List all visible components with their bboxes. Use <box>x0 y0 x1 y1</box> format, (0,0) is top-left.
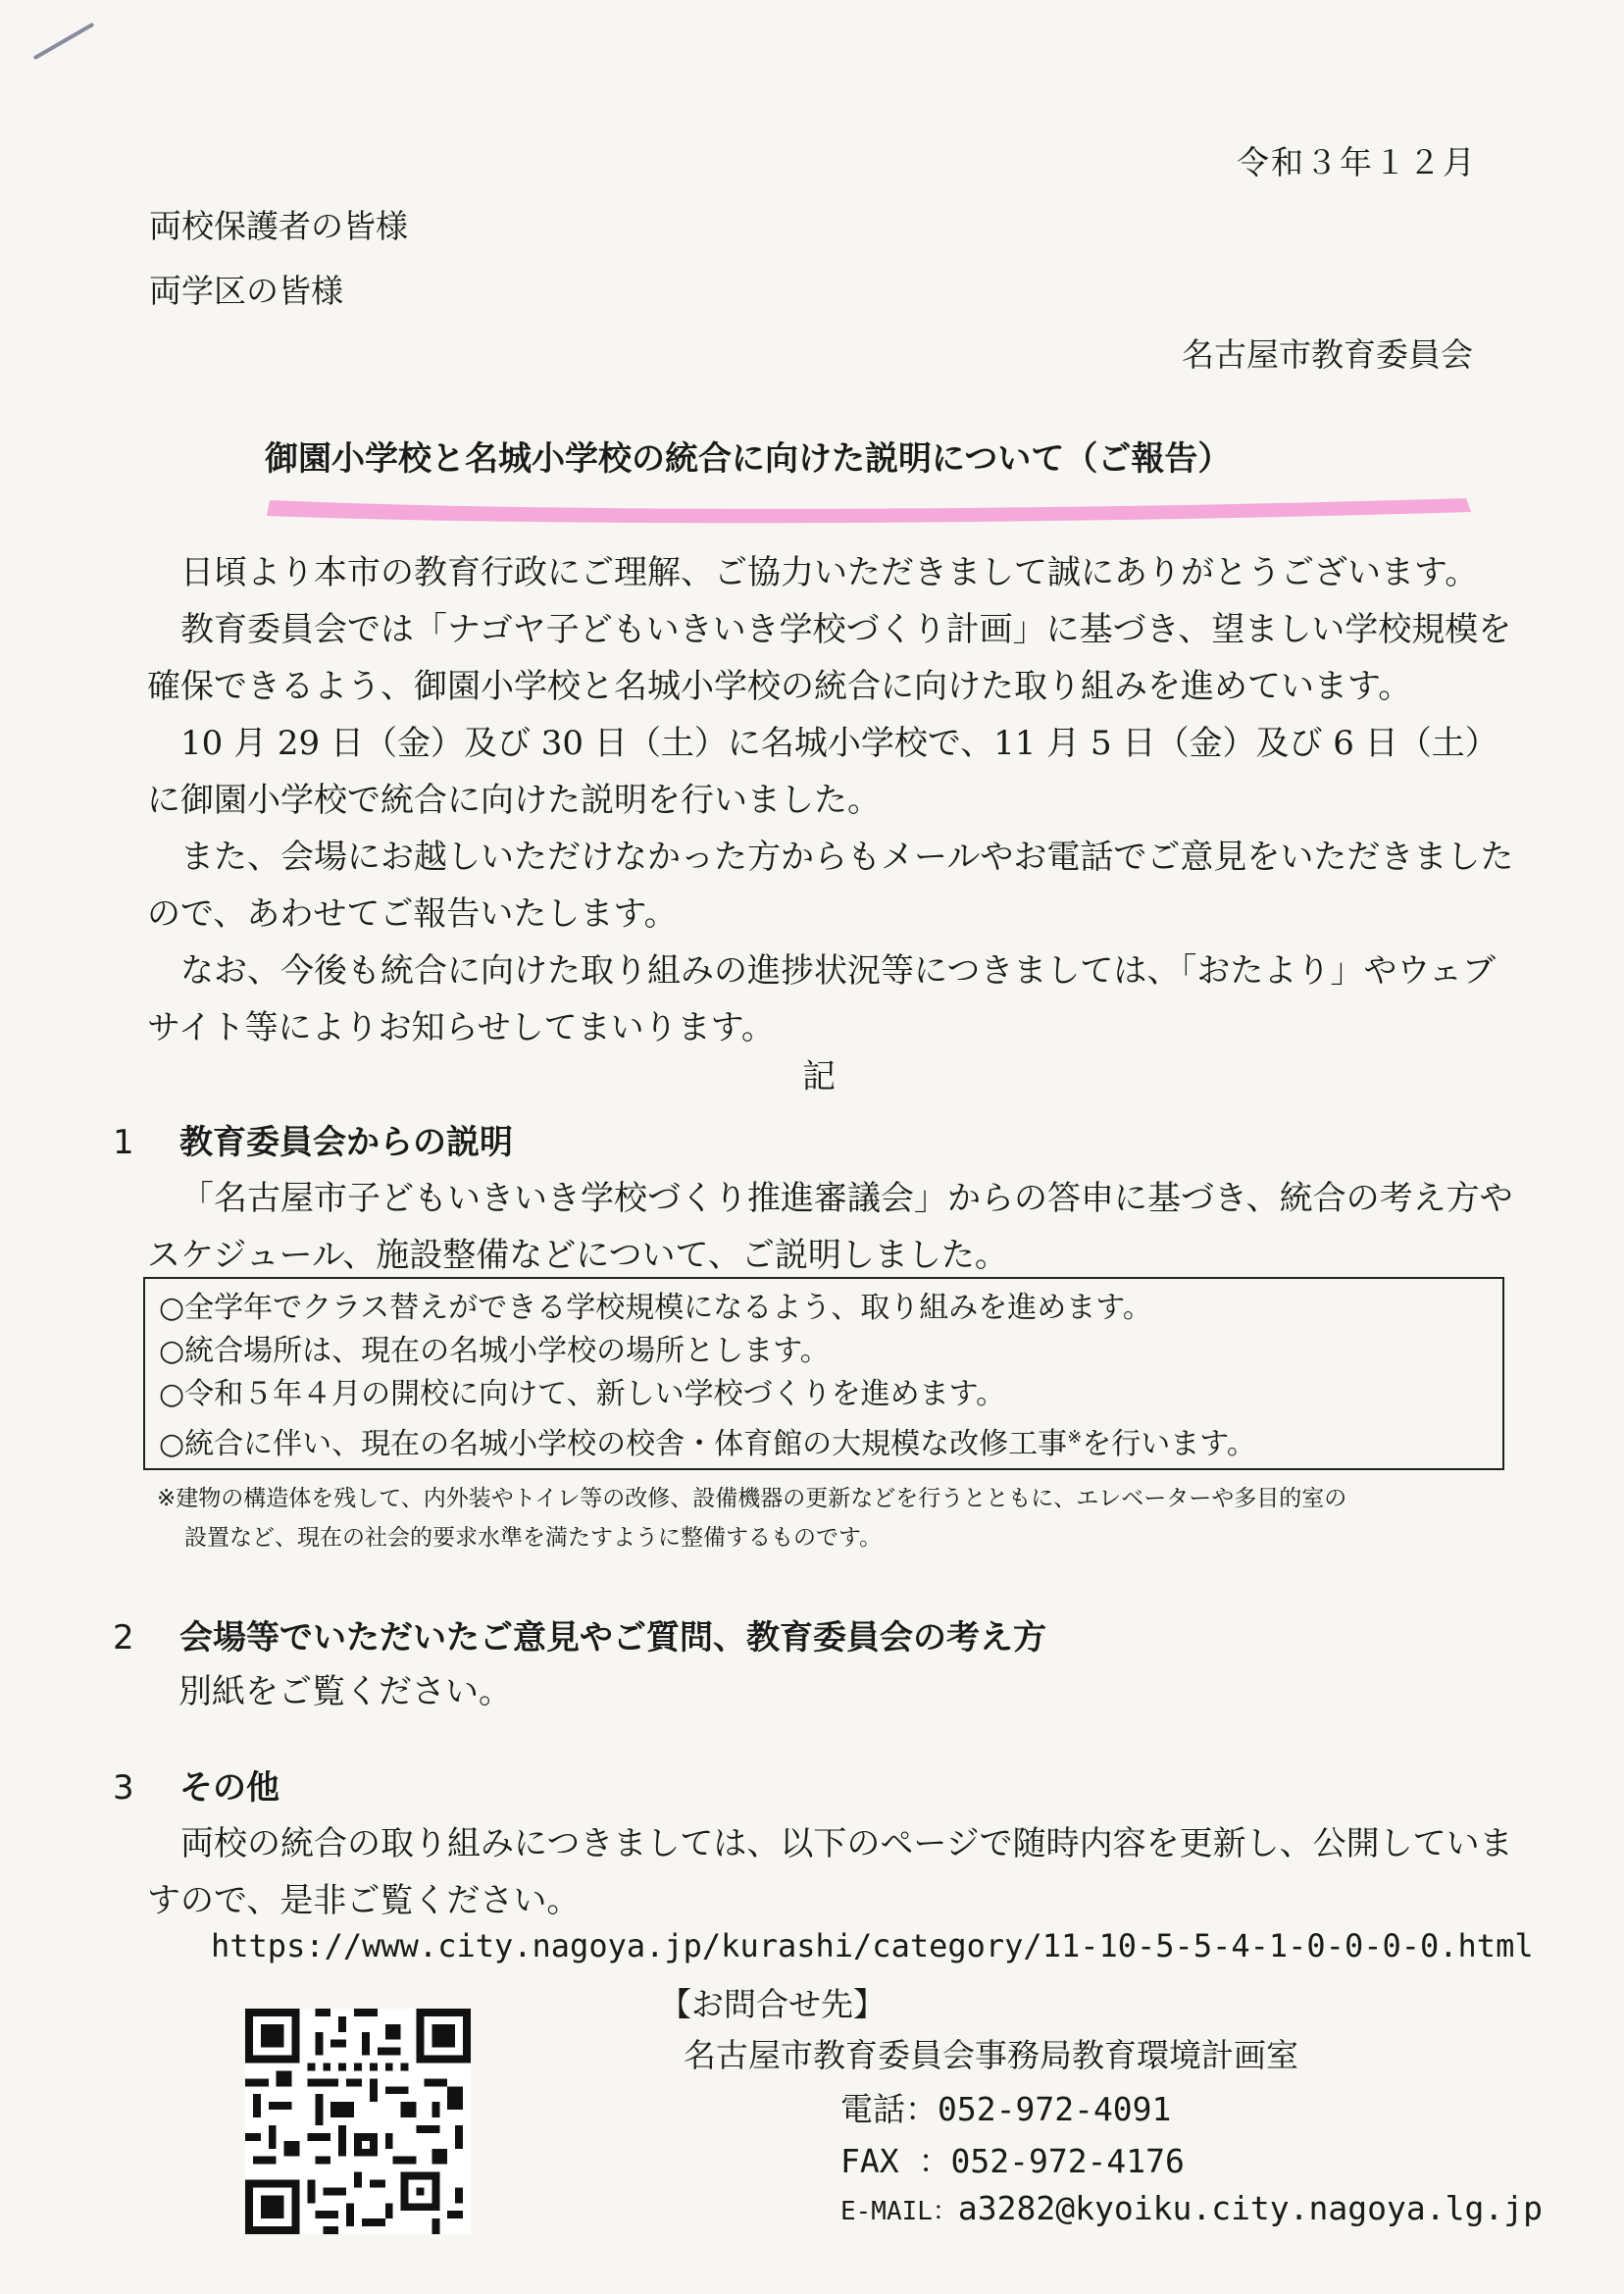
summary-item <box>159 1416 1502 1466</box>
intro-paragraph: また、会場にお越しいただけなかった方からもメールやお電話でご意見をいただきましたので、あわせてご報告いたします。 <box>147 838 1514 934</box>
summary-item: ○全学年でクラス替えができる学校規模になるよう、取り組みを進めます。 <box>159 1291 1152 1325</box>
bleed-through-text <box>147 137 594 172</box>
document-title: 御園小学校と名城小学校の統合に向けた説明について（ご報告） <box>265 439 1232 479</box>
contact-label: 【お問合せ先】 <box>659 1985 886 2023</box>
phone-number[interactable]: 052-972-4091 <box>938 2090 1172 2128</box>
summary-box <box>143 1277 1504 1470</box>
recipient-residents: 両学区の皆様 <box>149 272 343 310</box>
summary-item: ○令和５年４月の開校に向けて、新しい学校づくりを進めます。 <box>159 1377 1006 1411</box>
section-2-text <box>178 1663 1551 1720</box>
contact-office: 名古屋市教育委員会事務局教育環境計画室 <box>684 2036 1298 2074</box>
contact-fax <box>840 2136 1185 2182</box>
section-paragraph: 別紙をご覧ください。 <box>178 1672 512 1711</box>
phone-label: 電話： <box>840 2090 938 2128</box>
issue-date: 令和３年１２月 <box>1237 143 1477 181</box>
section-title: その他 <box>179 1768 279 1808</box>
section-paragraph: 両校の統合の取り組みにつきましては、以下のページで随時内容を更新し、公開していますので、是非ご覧ください。 <box>147 1824 1513 1920</box>
intro-paragraph: 日頃より本市の教育行政にご理解、ご協力いただきまして誠にありがとうございます。 <box>180 553 1479 592</box>
footnote <box>157 1479 1530 1557</box>
pen-mark <box>33 23 95 60</box>
title-highlight <box>0 490 1624 530</box>
section-title: 教育委員会からの説明 <box>179 1123 513 1162</box>
footnote-line: 設置など、現在の社会的要求水準を満たすように整備するものです。 <box>184 1525 883 1551</box>
section-2-heading <box>113 1610 1046 1658</box>
contact-email <box>840 2189 1543 2227</box>
section-3-heading <box>113 1760 279 1809</box>
intro-paragraph: 10 月 29 日（金）及び 30 日（土）に名城小学校で、11 月 5 日（金）及び 6 日（土）に御園小学校で統合に向けた説明を行いました。 <box>147 724 1498 820</box>
footnote-line: ※建物の構造体を残して、内外装やトイレ等の改修、設備機器の更新などを行うとともに、エレベーターや多目的室の <box>157 1486 1347 1511</box>
intro-paragraph: 教育委員会では「ナゴヤ子どもいきいき学校づくり計画」に基づき、望ましい学校規模を確保できるよう、御園小学校と名城小学校の統合に向けた取り組みを進めています。 <box>147 610 1512 706</box>
section-title: 会場等でいただいたご意見やご質問、教育委員会の考え方 <box>179 1618 1046 1657</box>
section-1-heading <box>113 1115 513 1163</box>
section-number: 3 <box>113 1768 134 1808</box>
summary-item-tail: を行います。 <box>1082 1427 1256 1461</box>
intro-body <box>147 544 1520 1056</box>
sender: 名古屋市教育委員会 <box>1182 335 1473 374</box>
info-url[interactable]: https://www.city.nagoya.jp/kurashi/category/11-10-5-5-4-1-0-0-0-0.html <box>211 1927 1534 1964</box>
ki-marker: 記 <box>802 1057 836 1096</box>
footnote-mark: ※ <box>1067 1427 1083 1448</box>
section-3-text <box>147 1815 1520 1929</box>
fax-label: FAX ： <box>840 2142 951 2180</box>
section-1-text <box>147 1170 1520 1284</box>
intro-paragraph: なお、今後も統合に向けた取り組みの進捗状況等につきましては、「おたより」やウェブサイト等によりお知らせしてまいります。 <box>147 951 1496 1047</box>
recipient-guardians: 両校保護者の皆様 <box>149 207 408 245</box>
section-number: 2 <box>113 1618 134 1657</box>
email-address[interactable]: a3282@kyoiku.city.nagoya.lg.jp <box>957 2189 1543 2227</box>
section-number: 1 <box>113 1123 134 1162</box>
summary-item-text: ○統合に伴い、現在の名城小学校の校舎・体育館の大規模な改修工事 <box>159 1427 1068 1461</box>
email-label: E-MAIL： <box>840 2197 958 2226</box>
contact-phone <box>840 2084 1171 2130</box>
qr-code[interactable] <box>245 2009 471 2234</box>
section-paragraph: 「名古屋市子どもいきいき学校づくり推進審議会」からの答申に基づき、統合の考え方やスケジュール、施設整備などについて、ご説明しました。 <box>147 1179 1513 1275</box>
summary-item: ○統合場所は、現在の名城小学校の場所とします。 <box>159 1334 830 1368</box>
fax-number: 052-972-4176 <box>950 2142 1185 2180</box>
